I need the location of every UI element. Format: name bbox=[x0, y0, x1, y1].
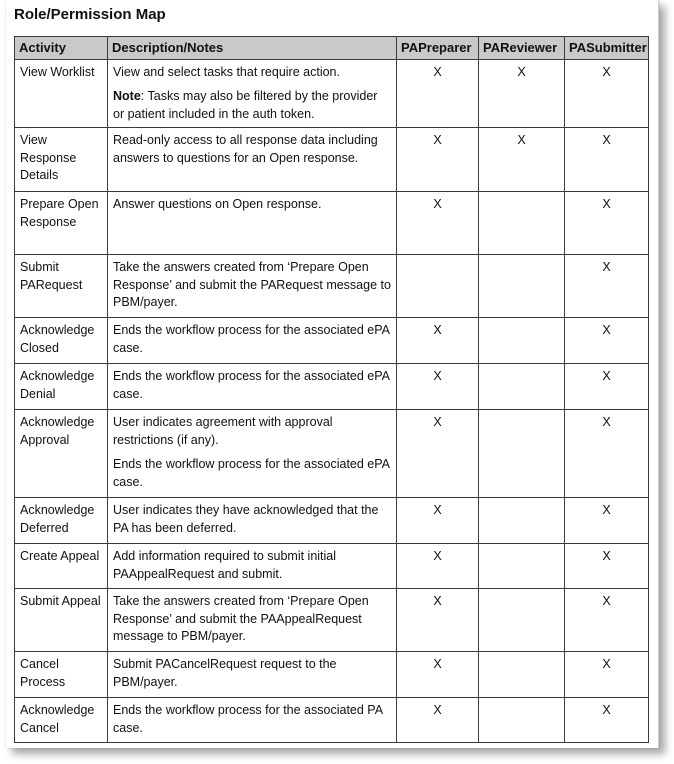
header-papreparer: PAPreparer bbox=[397, 37, 479, 60]
description-text-2: Ends the workflow process for the associated ePA case. bbox=[113, 457, 390, 489]
pasubmitter-cell: X bbox=[565, 364, 649, 410]
pasubmitter-cell: X bbox=[565, 410, 649, 498]
pasubmitter-cell: X bbox=[565, 318, 649, 364]
papreparer-cell: X bbox=[397, 128, 479, 192]
pasubmitter-cell: X bbox=[565, 652, 649, 698]
header-activity: Activity bbox=[15, 37, 108, 60]
description-text: View and select tasks that require action. bbox=[113, 64, 340, 79]
pareviewer-cell bbox=[479, 589, 565, 652]
pareviewer-cell: X bbox=[479, 59, 565, 128]
papreparer-cell: X bbox=[397, 59, 479, 128]
activity-cell: Submit Appeal bbox=[15, 589, 108, 652]
description-cell: Ends the workflow process for the associated ePA case. bbox=[108, 364, 397, 410]
table-row bbox=[15, 498, 649, 544]
description-note bbox=[113, 88, 391, 123]
activity-cell: Prepare Open Response bbox=[15, 192, 108, 255]
papreparer-cell: X bbox=[397, 410, 479, 498]
pasubmitter-cell: X bbox=[565, 498, 649, 544]
papreparer-cell: X bbox=[397, 698, 479, 743]
table-row bbox=[15, 652, 649, 698]
table-row bbox=[15, 255, 649, 318]
pareviewer-cell bbox=[479, 652, 565, 698]
description-text: User indicates agreement with approval restrictions (if any). bbox=[113, 415, 333, 447]
activity-cell: Create Appeal bbox=[15, 544, 108, 589]
pasubmitter-cell: X bbox=[565, 59, 649, 128]
table-row bbox=[15, 589, 649, 652]
description-cell: Take the answers created from ‘Prepare Open Response’ and submit the PAAppealRequest message to PBM/payer. bbox=[108, 589, 397, 652]
description-cell: Take the answers created from ‘Prepare Open Response’ and submit the PARequest message to PBM/payer. bbox=[108, 255, 397, 318]
papreparer-cell: X bbox=[397, 498, 479, 544]
table-row bbox=[15, 698, 649, 743]
description-cell: Ends the workflow process for the associated PA case. bbox=[108, 698, 397, 743]
pasubmitter-cell: X bbox=[565, 698, 649, 743]
document-page bbox=[6, 0, 659, 748]
pareviewer-cell bbox=[479, 364, 565, 410]
activity-cell: Acknowledge Approval bbox=[15, 410, 108, 498]
pareviewer-cell bbox=[479, 255, 565, 318]
description-cell bbox=[108, 59, 397, 128]
table-row bbox=[15, 544, 649, 589]
activity-cell: Acknowledge Denial bbox=[15, 364, 108, 410]
pareviewer-cell bbox=[479, 318, 565, 364]
papreparer-cell bbox=[397, 255, 479, 318]
activity-cell: View Response Details bbox=[15, 128, 108, 192]
papreparer-cell: X bbox=[397, 192, 479, 255]
activity-cell: View Worklist bbox=[15, 59, 108, 128]
activity-cell: Cancel Process bbox=[15, 652, 108, 698]
papreparer-cell: X bbox=[397, 364, 479, 410]
pasubmitter-cell: X bbox=[565, 128, 649, 192]
table-row bbox=[15, 364, 649, 410]
table-row bbox=[15, 192, 649, 255]
page-title: Role/Permission Map bbox=[14, 6, 166, 23]
pasubmitter-cell: X bbox=[565, 589, 649, 652]
header-pareviewer: PAReviewer bbox=[479, 37, 565, 60]
pareviewer-cell: X bbox=[479, 128, 565, 192]
description-cell bbox=[108, 410, 397, 498]
description-cell: User indicates they have acknowledged that the PA has been deferred. bbox=[108, 498, 397, 544]
activity-cell: Acknowledge Deferred bbox=[15, 498, 108, 544]
table-row bbox=[15, 59, 649, 128]
pareviewer-cell bbox=[479, 192, 565, 255]
pareviewer-cell bbox=[479, 410, 565, 498]
pareviewer-cell bbox=[479, 698, 565, 743]
activity-cell: Submit PARequest bbox=[15, 255, 108, 318]
note-text: : Tasks may also be filtered by the provider or patient included in the auth token. bbox=[113, 89, 378, 121]
activity-cell: Acknowledge Cancel bbox=[15, 698, 108, 743]
pasubmitter-cell: X bbox=[565, 192, 649, 255]
papreparer-cell: X bbox=[397, 652, 479, 698]
note-label: Note bbox=[113, 89, 141, 103]
role-permission-table bbox=[14, 36, 649, 743]
description-cell: Add information required to submit initial PAAppealRequest and submit. bbox=[108, 544, 397, 589]
table-header-row bbox=[15, 37, 649, 60]
header-description: Description/Notes bbox=[108, 37, 397, 60]
pasubmitter-cell: X bbox=[565, 544, 649, 589]
description-cell: Submit PACancelRequest request to the PBM/payer. bbox=[108, 652, 397, 698]
description-cell: Ends the workflow process for the associated ePA case. bbox=[108, 318, 397, 364]
header-pasubmitter: PASubmitter bbox=[565, 37, 649, 60]
pareviewer-cell bbox=[479, 498, 565, 544]
papreparer-cell: X bbox=[397, 544, 479, 589]
activity-cell: Acknowledge Closed bbox=[15, 318, 108, 364]
papreparer-cell: X bbox=[397, 589, 479, 652]
table-row bbox=[15, 318, 649, 364]
pareviewer-cell bbox=[479, 544, 565, 589]
table-row bbox=[15, 410, 649, 498]
table-row bbox=[15, 128, 649, 192]
papreparer-cell: X bbox=[397, 318, 479, 364]
pasubmitter-cell: X bbox=[565, 255, 649, 318]
description-cell: Answer questions on Open response. bbox=[108, 192, 397, 255]
description-cell: Read-only access to all response data including answers to questions for an Open response. bbox=[108, 128, 397, 192]
